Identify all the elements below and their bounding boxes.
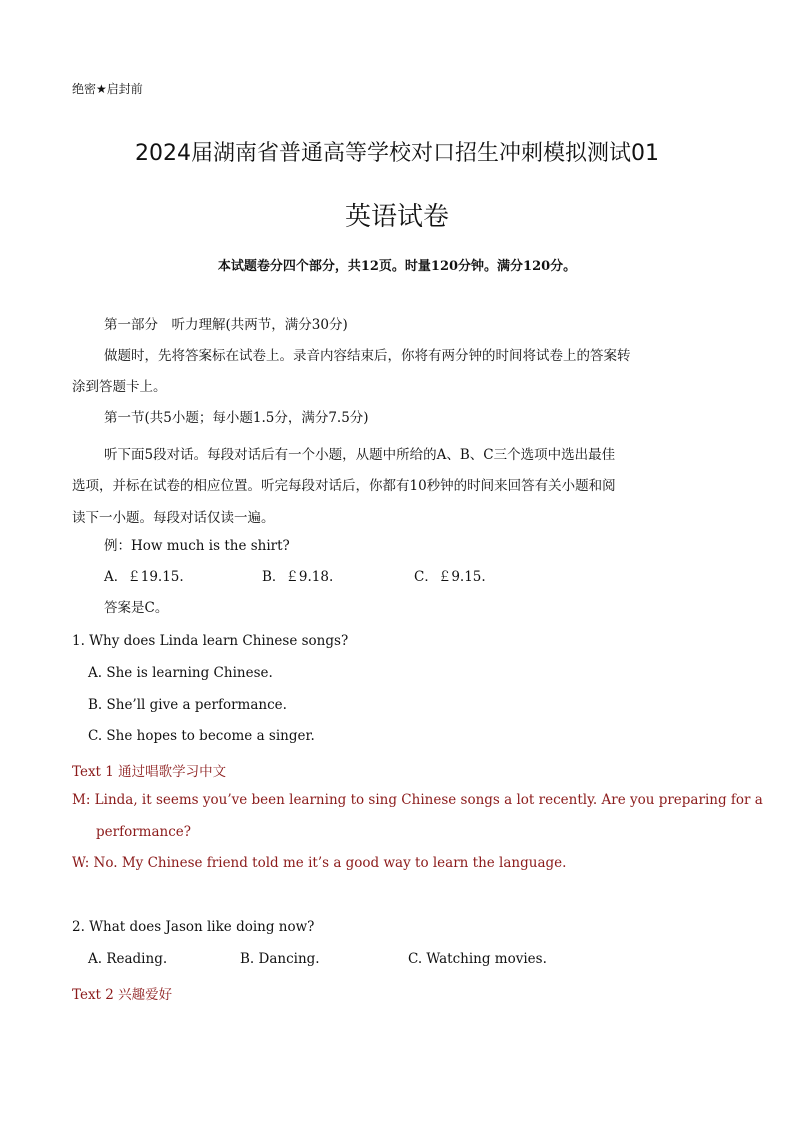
transcript-1-woman-line: W: No. My Chinese friend told me it’s a good way to learn the language. <box>72 855 567 871</box>
question-1-option-a: A. She is learning Chinese. <box>88 665 273 681</box>
exam-title: 2024届湖南省普通高等学校对口招生冲刺模拟测试01 <box>135 141 659 166</box>
transcript-1-man-line2: performance? <box>96 824 191 840</box>
exam-intro: 本试题卷分四个部分，共12页。时量120分钟。满分120分。 <box>217 259 577 274</box>
question-2-option-a: A. Reading. <box>88 951 168 967</box>
exam-subject: 英语试卷 <box>344 202 449 232</box>
question-1: 1. Why does Linda learn Chinese songs? <box>72 633 349 649</box>
directions-line1: 听下面5段对话。每段对话后有一个小题，从题中所给的A、B、C三个选项中选出最佳 <box>104 447 616 463</box>
example-option-a: A．￡19.15. <box>104 569 184 585</box>
transcript-1-man-line1: M: Linda, it seems you’ve been learning to sing Chinese songs a lot recently. Are you preparing for a <box>72 792 763 808</box>
question-2: 2. What does Jason like doing now? <box>72 919 315 935</box>
section1-heading: 第一节(共5小题；每小题1.5分，满分7.5分) <box>104 410 369 426</box>
example-option-c: C．￡9.15. <box>414 569 486 585</box>
directions-line3: 读下一小题。每段对话仅读一遍。 <box>72 510 275 526</box>
question-2-option-c: C. Watching movies. <box>408 951 547 967</box>
part1-instruction-line2: 涂到答题卡上。 <box>72 379 167 395</box>
confidential-label: 绝密★启封前 <box>72 82 143 96</box>
question-1-option-b: B. She’ll give a performance. <box>88 697 287 713</box>
example-answer: 答案是C。 <box>104 600 169 616</box>
example-question: 例：How much is the shirt? <box>104 538 290 554</box>
part1-instruction-line1: 做题时，先将答案标在试卷上。录音内容结束后，你将有两分钟的时间将试卷上的答案转 <box>104 348 631 364</box>
part1-heading: 第一部分 听力理解(共两节，满分30分) <box>104 317 348 333</box>
transcript-2-title: Text 2 兴趣爱好 <box>72 987 173 1003</box>
question-1-option-c: C. She hopes to become a singer. <box>88 728 315 744</box>
directions-line2: 选项，并标在试卷的相应位置。听完每段对话后，你都有10秒钟的时间来回答有关小题和阅 <box>72 478 616 494</box>
question-2-option-b: B. Dancing. <box>240 951 320 967</box>
example-option-b: B．￡9.18. <box>262 569 334 585</box>
transcript-1-title: Text 1 通过唱歌学习中文 <box>72 764 227 780</box>
